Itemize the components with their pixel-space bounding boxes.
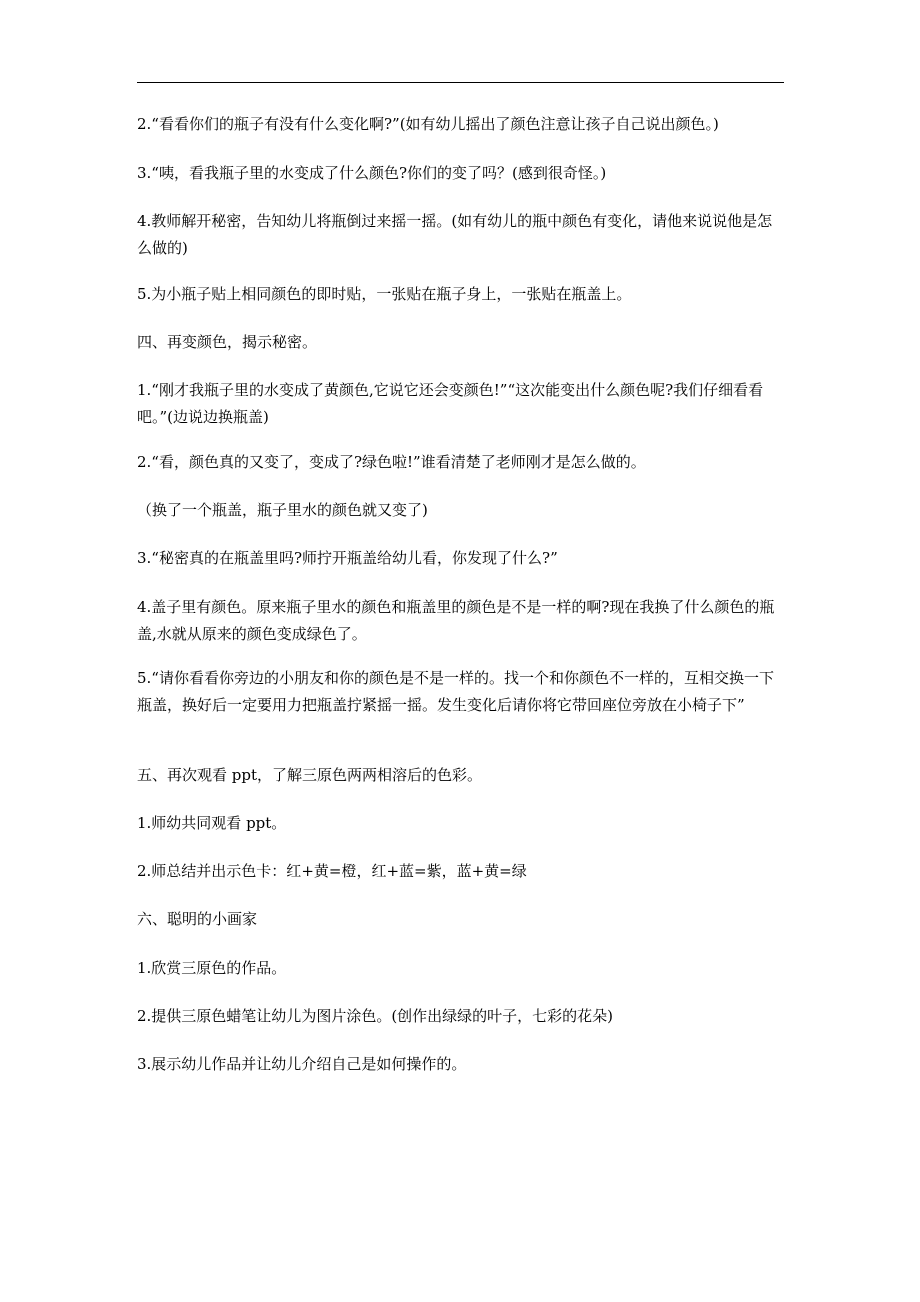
paragraph: 2.师总结并出示色卡：红+黄=橙，红+蓝=紫，蓝+黄=绿 — [137, 862, 527, 880]
header-rule — [137, 82, 784, 83]
paragraph: 2.“看看你们的瓶子有没有什么变化啊?”(如有幼儿摇出了颜色注意让孩子自己说出颜色。) — [137, 115, 719, 133]
paragraph: 4.盖子里有颜色。原来瓶子里水的颜色和瓶盖里的颜色是不是一样的啊?现在我换了什么颜色的瓶盖,水就从原来的颜色变成绿色了。 — [137, 598, 775, 643]
paragraph: 3.“秘密真的在瓶盖里吗?师拧开瓶盖给幼儿看，你发现了什么?” — [137, 549, 558, 567]
paragraph: （换了一个瓶盖，瓶子里水的颜色就又变了) — [137, 501, 428, 519]
section-heading: 四、再变颜色，揭示秘密。 — [137, 333, 318, 351]
paragraph: 2.“看，颜色真的又变了，变成了?绿色啦!”谁看清楚了老师刚才是怎么做的。 — [137, 453, 646, 471]
paragraph: 2.提供三原色蜡笔让幼儿为图片涂色。(创作出绿绿的叶子，七彩的花朵) — [137, 1007, 614, 1025]
section-heading: 五、再次观看 ppt，了解三原色两两相溶后的色彩。 — [137, 766, 483, 784]
paragraph: 1.“刚才我瓶子里的水变成了黄颜色,它说它还会变颜色!”“这次能变出什么颜色呢?我们仔细看看吧。”(边说边换瓶盖) — [137, 381, 764, 426]
section-heading: 六、聪明的小画家 — [137, 910, 258, 928]
paragraph: 3.“咦，看我瓶子里的水变成了什么颜色?你们的变了吗？(感到很奇怪。) — [137, 164, 607, 182]
paragraph: 1.师幼共同观看 ppt。 — [137, 814, 287, 832]
paragraph: 1.欣赏三原色的作品。 — [137, 959, 287, 977]
paragraph: 3.展示幼儿作品并让幼儿介绍自己是如何操作的。 — [137, 1055, 467, 1073]
paragraph: 4.教师解开秘密，告知幼儿将瓶倒过来摇一摇。(如有幼儿的瓶中颜色有变化，请他来说说他是怎么做的) — [137, 212, 773, 257]
paragraph: 5.“请你看看你旁边的小朋友和你的颜色是不是一样的。找一个和你颜色不一样的，互相交换一下瓶盖，换好后一定要用力把瓶盖拧紧摇一摇。发生变化后请你将它带回座位旁放在小椅子下” — [137, 669, 774, 714]
paragraph: 5.为小瓶子贴上相同颜色的即时贴，一张贴在瓶子身上，一张贴在瓶盖上。 — [137, 285, 632, 303]
